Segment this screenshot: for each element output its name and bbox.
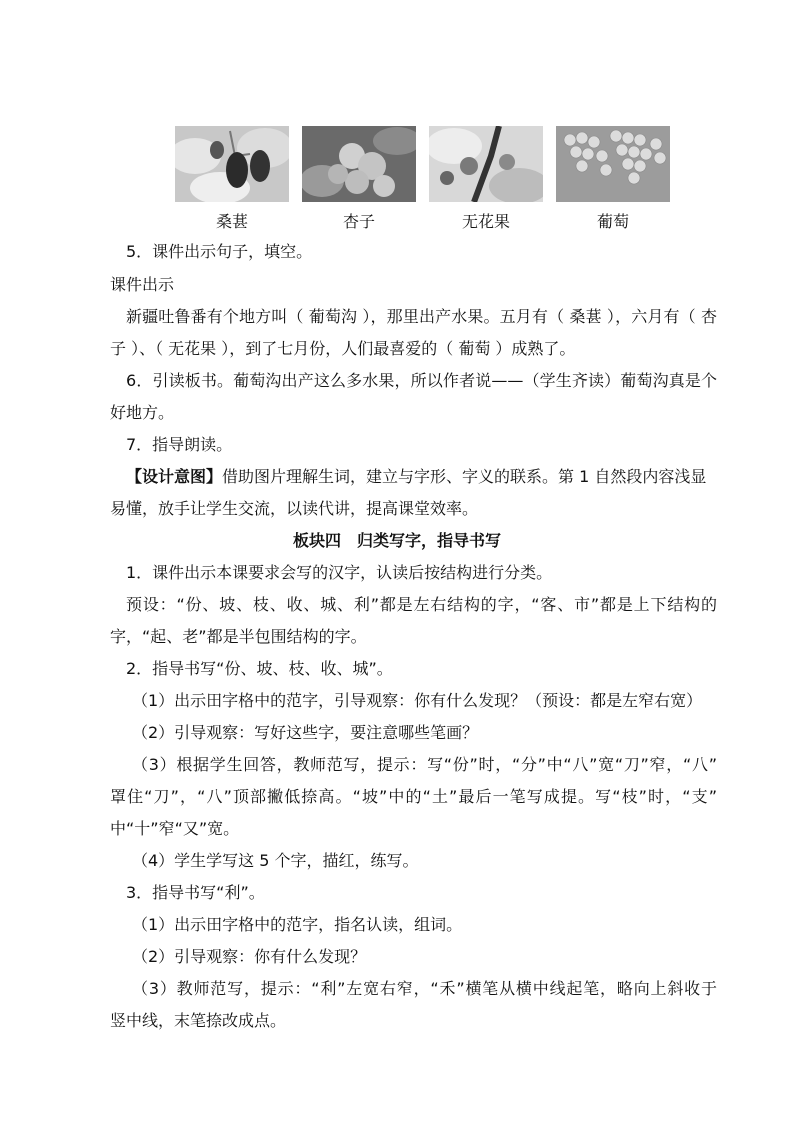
step-2-item-2: （2）引导观察：写好这些字，要注意哪些笔画？	[132, 723, 479, 742]
fill-sentence-line-2: 子 ）、（ 无花果 ），到了七月份，人们最喜爱的（ 葡萄 ）成熟了。	[110, 339, 576, 358]
section-step-3: 3．指导书写“利”。	[126, 883, 265, 902]
section-step-2: 2．指导书写“份、坡、枝、收、城”。	[126, 659, 393, 678]
design-intent-line-1	[126, 465, 794, 489]
mulberry-photo	[175, 126, 289, 202]
fruit-photo-row	[0, 126, 794, 202]
step-6-line-1: 6．引读板书。葡萄沟出产这么多水果，所以作者说——（学生齐读）葡萄沟真是个	[126, 371, 717, 390]
step-2-item-3-line-1: （3）根据学生回答，教师范写，提示：写“份”时，“分”中“八”宽“刀”窄，“八”	[132, 755, 717, 774]
step-5: 5．课件出示句子，填空。	[126, 242, 313, 261]
fruit-caption-row	[0, 210, 794, 234]
caption-grape: 葡萄	[596, 212, 629, 231]
caption-fig: 无花果	[461, 212, 510, 231]
step-7: 7．指导朗读。	[126, 435, 233, 454]
caption-apricot: 杏子	[342, 212, 375, 231]
step-3-item-3-line-1: （3）教师范写，提示：“利”左宽右窄，“禾”横笔从横中线起笔，略向上斜收于	[132, 979, 717, 998]
apricot-photo	[302, 126, 416, 202]
step-3-item-2: （2）引导观察：你有什么发现？	[132, 947, 367, 966]
step-2-item-3-line-2: 罩住“刀”，“八”顶部撇低捺高。“坡”中的“土”最后一笔写成提。写“枝”时，“支”	[110, 787, 717, 806]
step-6-line-2: 好地方。	[110, 403, 175, 422]
grape-photo	[556, 126, 670, 202]
preset-line-1: 预设：“份、坡、枝、收、城、利”都是左右结构的字，“客、市”都是上下结构的	[126, 595, 717, 614]
preset-line-2: 字，“起、老”都是半包围结构的字。	[110, 627, 367, 646]
section-step-1: 1．课件出示本课要求会写的汉字，认读后按结构进行分类。	[126, 563, 553, 582]
caption-mulberry: 桑葚	[215, 212, 248, 231]
design-intent-line-2: 易懂，放手让学生交流，以读代讲，提高课堂效率。	[110, 499, 479, 518]
step-3-item-1: （1）出示田字格中的范字，指名认读，组词。	[132, 915, 463, 934]
section-heading: 板块四 归类写字，指导书写	[292, 531, 501, 550]
fill-sentence-line-1: 新疆吐鲁番有个地方叫（ 葡萄沟 ），那里出产水果。五月有（ 桑葚 ），六月有（ 杏	[126, 307, 717, 326]
design-intent-text: 借助图片理解生词，建立与字形、字义的联系。第 1 自然段内容浅显	[222, 467, 707, 486]
show-label: 课件出示	[110, 275, 175, 294]
step-2-item-1: （1）出示田字格中的范字，引导观察：你有什么发现？（预设：都是左窄右宽）	[132, 691, 703, 710]
step-2-item-3-line-3: 中“十”窄“又”宽。	[110, 819, 240, 838]
fig-photo	[429, 126, 543, 202]
step-3-item-3-line-2: 竖中线，末笔捺改成点。	[110, 1011, 287, 1030]
design-intent-tag: 【设计意图】	[126, 467, 223, 486]
step-2-item-4: （4）学生学写这 5 个字，描红，练写。	[132, 851, 419, 870]
